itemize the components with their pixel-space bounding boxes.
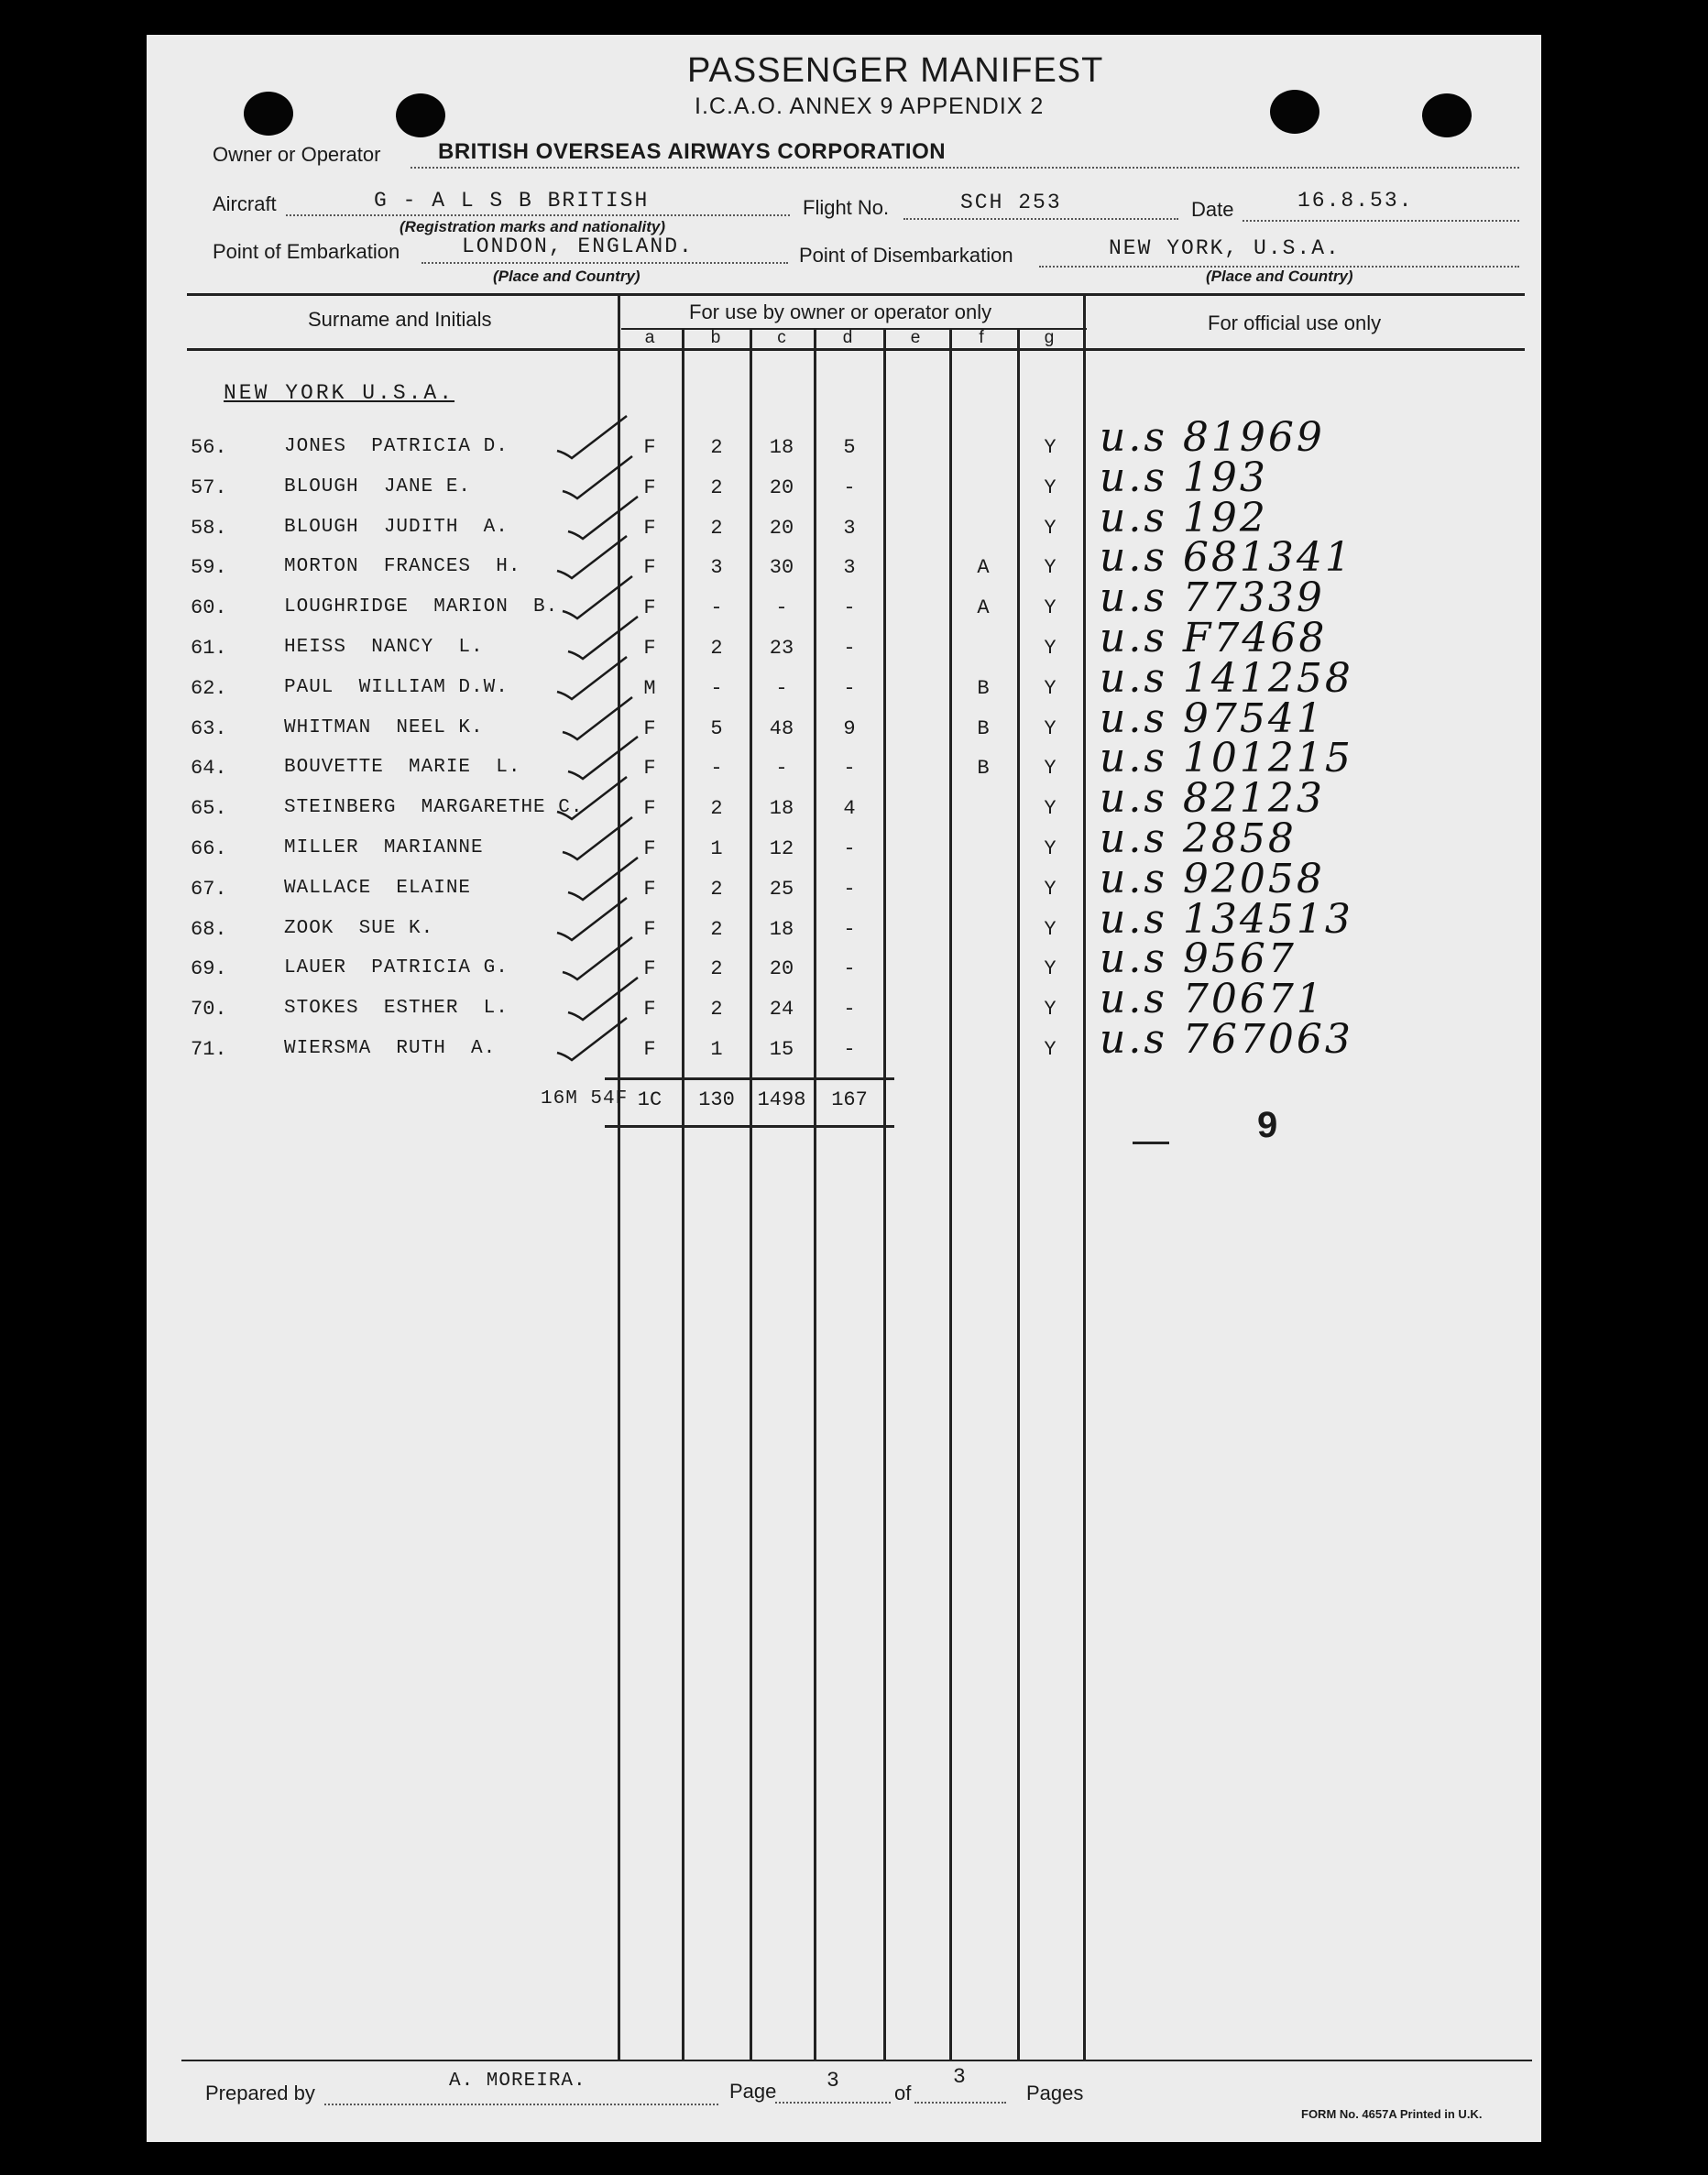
cell-b: 5 xyxy=(710,717,723,740)
cell-d: - xyxy=(843,918,856,941)
cell-d: - xyxy=(843,998,856,1021)
cell-d: - xyxy=(843,1038,856,1061)
official-handwritten-entry: u.s 193 xyxy=(1100,454,1268,501)
row-number: 69. xyxy=(191,957,227,980)
subcolumn-c: c xyxy=(777,328,786,347)
row-number: 71. xyxy=(191,1038,227,1061)
official-handwritten-entry: u.s 81969 xyxy=(1100,414,1325,461)
cell-c: 15 xyxy=(769,1038,794,1061)
cell-d: 5 xyxy=(843,436,856,459)
official-handwritten-entry: u.s 82123 xyxy=(1100,775,1325,822)
official-handwritten-entry: u.s 70671 xyxy=(1100,976,1325,1022)
passenger-name: JONES PATRICIA D. xyxy=(284,436,509,457)
page-title: PASSENGER MANIFEST xyxy=(687,51,1104,90)
punch-hole-2 xyxy=(396,93,445,137)
totals-label: 16M 54F xyxy=(541,1088,629,1109)
totals-a: 1C xyxy=(637,1088,662,1111)
row-number: 61. xyxy=(191,637,227,660)
official-handwritten-entry: u.s 97541 xyxy=(1100,695,1325,742)
column-divider-official xyxy=(1083,293,1086,2060)
row-number: 63. xyxy=(191,717,227,740)
column-divider-de xyxy=(883,328,886,2060)
passenger-name: WIERSMA RUTH A. xyxy=(284,1038,497,1059)
cell-c: 20 xyxy=(769,957,794,980)
table-header-bottom-rule xyxy=(187,348,1525,351)
cell-d: - xyxy=(843,957,856,980)
cell-g: Y xyxy=(1044,757,1057,780)
flight-value: SCH 253 xyxy=(960,191,1062,214)
page-dotted-line xyxy=(775,2102,891,2104)
cell-g: Y xyxy=(1044,837,1057,860)
disembarkation-label: Point of Disembarkation xyxy=(799,244,1013,267)
cell-b: 1 xyxy=(710,1038,723,1061)
cell-f: B xyxy=(977,677,990,700)
aircraft-value: G - A L S B BRITISH xyxy=(374,189,650,213)
of-value: 3 xyxy=(953,2065,968,2089)
cell-a: F xyxy=(643,797,656,820)
cell-d: - xyxy=(843,476,856,499)
subcolumn-a: a xyxy=(644,328,655,347)
cell-d: - xyxy=(843,596,856,619)
row-number: 70. xyxy=(191,998,227,1021)
cell-a: F xyxy=(643,918,656,941)
cell-g: Y xyxy=(1044,1038,1057,1061)
row-number: 67. xyxy=(191,878,227,901)
punch-hole-4 xyxy=(1422,93,1472,137)
official-handwritten-entry: u.s F7468 xyxy=(1100,615,1328,661)
owner-dotted-line xyxy=(411,167,1519,169)
cell-c: 12 xyxy=(769,837,794,860)
cell-b: 2 xyxy=(710,918,723,941)
subcolumn-e: e xyxy=(910,328,921,347)
prepared-by-value: A. MOREIRA. xyxy=(449,2071,586,2092)
cell-a: M xyxy=(643,677,656,700)
pages-label: Pages xyxy=(1026,2082,1084,2104)
page-value: 3 xyxy=(827,2069,841,2093)
cell-b: 2 xyxy=(710,517,723,540)
cell-a: F xyxy=(643,998,656,1021)
cell-c: 24 xyxy=(769,998,794,1021)
passenger-name: STEINBERG MARGARETHE C. xyxy=(284,797,584,818)
passenger-name: WHITMAN NEEL K. xyxy=(284,717,484,738)
official-handwritten-entry: u.s 77339 xyxy=(1100,574,1325,621)
official-handwritten-entry: u.s 141258 xyxy=(1100,655,1353,702)
subcolumn-b: b xyxy=(710,328,721,347)
passenger-name: BLOUGH JUDITH A. xyxy=(284,517,509,538)
cell-b: 3 xyxy=(710,556,723,579)
row-number: 62. xyxy=(191,677,227,700)
column-divider-fg xyxy=(1017,328,1020,2060)
cell-a: F xyxy=(643,436,656,459)
registration-note: (Registration marks and nationality) xyxy=(400,218,665,235)
totals-top-rule xyxy=(605,1077,894,1080)
of-dotted-line xyxy=(914,2102,1006,2104)
row-number: 60. xyxy=(191,596,227,619)
cell-a: F xyxy=(643,757,656,780)
totals-b: 130 xyxy=(698,1088,735,1111)
owner-value: BRITISH OVERSEAS AIRWAYS CORPORATION xyxy=(438,139,947,164)
passenger-name: STOKES ESTHER L. xyxy=(284,998,509,1019)
cell-c: 20 xyxy=(769,517,794,540)
footer-rule xyxy=(181,2060,1532,2061)
column-divider-bc xyxy=(750,328,752,2060)
cell-b: 2 xyxy=(710,878,723,901)
passenger-name: BOUVETTE MARIE L. xyxy=(284,757,521,778)
cell-d: 3 xyxy=(843,517,856,540)
cell-a: F xyxy=(643,837,656,860)
flight-dotted-line xyxy=(903,218,1178,220)
passenger-name: WALLACE ELAINE xyxy=(284,878,472,899)
form-number: FORM No. 4657A Printed in U.K. xyxy=(1301,2107,1483,2121)
manifest-sheet xyxy=(147,35,1541,2142)
aircraft-label: Aircraft xyxy=(213,192,277,215)
cell-c: 30 xyxy=(769,556,794,579)
table-top-rule xyxy=(187,293,1525,296)
row-number: 65. xyxy=(191,797,227,820)
cell-g: Y xyxy=(1044,556,1057,579)
passenger-name: HEISS NANCY L. xyxy=(284,637,484,658)
official-handwritten-entry: u.s 2858 xyxy=(1100,815,1297,862)
row-number: 56. xyxy=(191,436,227,459)
cell-b: 2 xyxy=(710,998,723,1021)
cell-c: - xyxy=(775,677,788,700)
cell-b: - xyxy=(710,757,723,780)
cell-a: F xyxy=(643,637,656,660)
passenger-name: PAUL WILLIAM D.W. xyxy=(284,677,509,698)
date-value: 16.8.53. xyxy=(1297,189,1414,213)
disembarkation-value: NEW YORK, U.S.A. xyxy=(1109,236,1341,260)
cell-a: F xyxy=(643,717,656,740)
cell-d: - xyxy=(843,637,856,660)
passenger-name: MILLER MARIANNE xyxy=(284,837,484,858)
row-number: 59. xyxy=(191,556,227,579)
punch-hole-1 xyxy=(244,92,293,136)
column-divider-cd xyxy=(814,328,816,2060)
cell-g: Y xyxy=(1044,717,1057,740)
cell-g: Y xyxy=(1044,797,1057,820)
cell-d: 9 xyxy=(843,717,856,740)
totals-d: 167 xyxy=(831,1088,868,1111)
surname-column-header: Surname and Initials xyxy=(308,308,492,331)
passenger-name: BLOUGH JANE E. xyxy=(284,476,472,497)
row-number: 57. xyxy=(191,476,227,499)
prepared-by-dotted-line xyxy=(324,2104,718,2105)
cell-a: F xyxy=(643,878,656,901)
cell-d: - xyxy=(843,878,856,901)
cell-b: - xyxy=(710,677,723,700)
official-handwritten-entry: u.s 192 xyxy=(1100,495,1268,541)
row-number: 58. xyxy=(191,517,227,540)
official-count-dash xyxy=(1133,1142,1169,1144)
cell-f: A xyxy=(977,596,990,619)
cell-f: B xyxy=(977,757,990,780)
cell-c: - xyxy=(775,596,788,619)
cell-g: Y xyxy=(1044,878,1057,901)
cell-c: - xyxy=(775,757,788,780)
cell-g: Y xyxy=(1044,677,1057,700)
cell-f: A xyxy=(977,556,990,579)
cell-c: 18 xyxy=(769,797,794,820)
cell-b: 2 xyxy=(710,476,723,499)
cell-a: F xyxy=(643,556,656,579)
cell-g: Y xyxy=(1044,637,1057,660)
page-label: Page xyxy=(729,2080,777,2103)
subcolumn-d: d xyxy=(842,328,853,347)
official-handwritten-entry: u.s 101215 xyxy=(1100,735,1353,781)
cell-c: 18 xyxy=(769,918,794,941)
cell-b: 2 xyxy=(710,797,723,820)
disembarkation-note: (Place and Country) xyxy=(1206,268,1353,285)
cell-a: F xyxy=(643,957,656,980)
cell-g: Y xyxy=(1044,436,1057,459)
cell-g: Y xyxy=(1044,957,1057,980)
date-dotted-line xyxy=(1243,220,1519,222)
punch-hole-3 xyxy=(1270,90,1319,134)
cell-d: - xyxy=(843,677,856,700)
totals-bottom-rule xyxy=(605,1125,894,1128)
page-subtitle: I.C.A.O. ANNEX 9 APPENDIX 2 xyxy=(695,93,1045,119)
cell-g: Y xyxy=(1044,517,1057,540)
official-handwritten-entry: u.s 134513 xyxy=(1100,896,1353,943)
row-number: 64. xyxy=(191,757,227,780)
cell-f: B xyxy=(977,717,990,740)
cell-a: F xyxy=(643,1038,656,1061)
official-handwritten-entry: u.s 681341 xyxy=(1100,534,1353,581)
row-number: 68. xyxy=(191,918,227,941)
date-label: Date xyxy=(1191,198,1234,221)
cell-d: 3 xyxy=(843,556,856,579)
passenger-name: ZOOK SUE K. xyxy=(284,918,434,939)
flight-label: Flight No. xyxy=(803,196,890,219)
cell-d: - xyxy=(843,757,856,780)
subcolumn-g: g xyxy=(1044,328,1055,347)
totals-c: 1498 xyxy=(757,1088,806,1111)
subcolumn-f: f xyxy=(979,328,984,347)
embarkation-value: LONDON, ENGLAND. xyxy=(462,235,694,258)
passenger-name: LOUGHRIDGE MARION B. xyxy=(284,596,559,618)
owner-label: Owner or Operator xyxy=(213,143,381,166)
cell-b: - xyxy=(710,596,723,619)
cell-a: F xyxy=(643,596,656,619)
cell-g: Y xyxy=(1044,998,1057,1021)
passenger-name: LAUER PATRICIA G. xyxy=(284,957,509,978)
embarkation-dotted-line xyxy=(422,262,788,264)
cell-b: 1 xyxy=(710,837,723,860)
cell-c: 18 xyxy=(769,436,794,459)
cell-c: 48 xyxy=(769,717,794,740)
official-handwritten-entry: u.s 92058 xyxy=(1100,856,1325,902)
cell-b: 2 xyxy=(710,637,723,660)
embarkation-label: Point of Embarkation xyxy=(213,240,400,263)
of-label: of xyxy=(894,2082,912,2104)
row-number: 66. xyxy=(191,837,227,860)
cell-b: 2 xyxy=(710,957,723,980)
passenger-name: MORTON FRANCES H. xyxy=(284,556,521,577)
cell-g: Y xyxy=(1044,596,1057,619)
cell-d: - xyxy=(843,837,856,860)
cell-a: F xyxy=(643,517,656,540)
owner-use-column-header: For use by owner or operator only xyxy=(689,301,992,323)
cell-d: 4 xyxy=(843,797,856,820)
official-handwritten-entry: u.s 767063 xyxy=(1100,1016,1353,1063)
column-divider-ef xyxy=(949,328,952,2060)
cell-g: Y xyxy=(1044,476,1057,499)
section-heading: NEW YORK U.S.A. xyxy=(224,381,455,405)
check-mark-icon xyxy=(555,1016,638,1071)
aircraft-dotted-line xyxy=(286,214,790,216)
column-divider-ab xyxy=(682,328,684,2060)
cell-c: 20 xyxy=(769,476,794,499)
cell-c: 25 xyxy=(769,878,794,901)
official-use-column-header: For official use only xyxy=(1208,311,1382,334)
prepared-by-label: Prepared by xyxy=(205,2082,315,2104)
cell-c: 23 xyxy=(769,637,794,660)
official-handwritten-entry: u.s 9567 xyxy=(1100,935,1297,982)
official-count: 9 xyxy=(1257,1105,1278,1145)
cell-g: Y xyxy=(1044,918,1057,941)
embarkation-note: (Place and Country) xyxy=(493,268,640,285)
cell-b: 2 xyxy=(710,436,723,459)
cell-a: F xyxy=(643,476,656,499)
